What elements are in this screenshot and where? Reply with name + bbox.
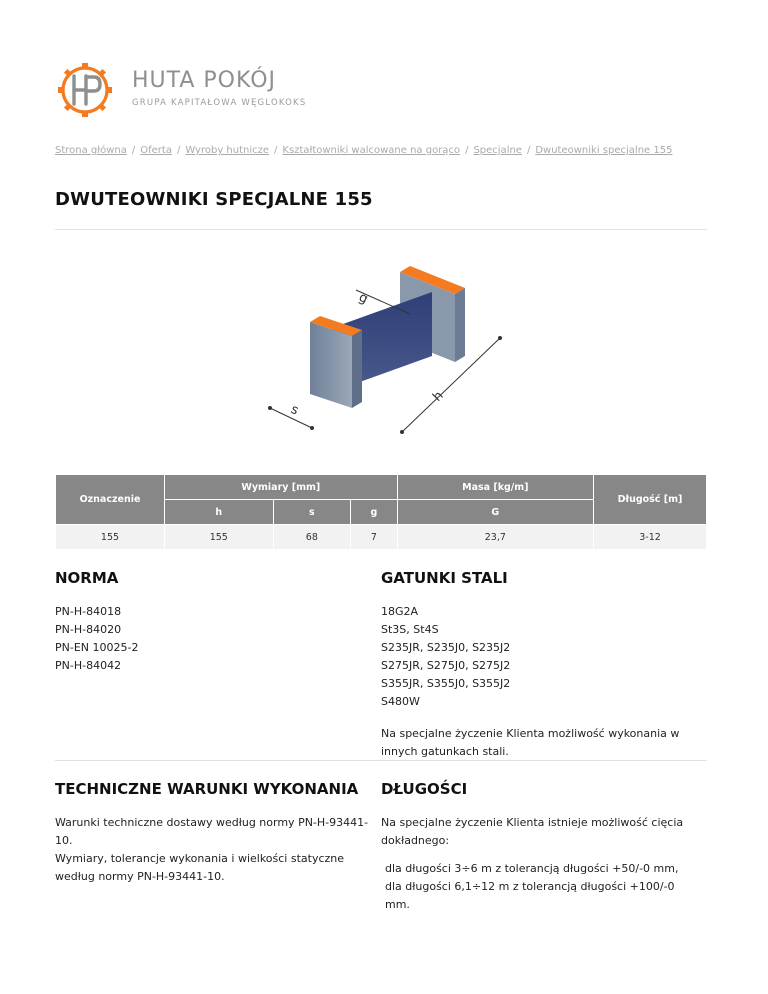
cell-h: 155 — [165, 525, 274, 550]
breadcrumb-oferta[interactable]: Oferta — [140, 145, 172, 156]
list-item: 18G2A — [381, 605, 419, 618]
subheader-s: s — [273, 500, 351, 525]
gatunki-note: Na specjalne życzenie Klienta możliwość wykonania w innych gatunkach stali. — [381, 727, 680, 758]
list-item: PN-H-84018 — [55, 605, 122, 618]
breadcrumb-wyroby-hutnicze[interactable]: Wyroby hutnicze — [185, 145, 270, 156]
dlugosci-list — [381, 860, 701, 914]
table-row — [56, 525, 707, 550]
breadcrumb-separator: / — [131, 145, 136, 156]
list-item: St3S, St4S — [381, 623, 439, 636]
gatunki-list — [381, 603, 701, 711]
norma-section — [55, 569, 375, 675]
list-item: PN-EN 10025-2 — [55, 641, 139, 654]
dlugosci-intro: Na specjalne życzenie Klienta istnieje możliwość cięcia dokładnego: — [381, 816, 684, 847]
dlugosci-heading: DŁUGOŚCI — [381, 780, 468, 798]
header-dimensions: Wymiary [mm] — [165, 475, 398, 500]
list-item: S480W — [381, 695, 420, 708]
dimension-h-label: h — [430, 388, 447, 405]
breadcrumb-home[interactable]: Strona główna — [55, 145, 127, 156]
list-item: S235JR, S235J0, S235J2 — [381, 641, 511, 654]
brand-subtitle: GRUPA KAPITAŁOWA WĘGLOKOKS — [132, 98, 307, 108]
dimensions-table — [55, 474, 707, 550]
breadcrumb-separator: / — [526, 145, 531, 156]
norma-heading: NORMA — [55, 569, 119, 587]
list-item: dla długości 3÷6 m z tolerancją długości +50/-0 mm, — [385, 862, 679, 875]
list-item: dla długości 6,1÷12 m z tolerancją długości +100/-0 mm. — [385, 880, 675, 911]
breadcrumb-separator: / — [465, 145, 469, 156]
list-item: PN-H-84042 — [55, 659, 122, 672]
warunki-text-2: Wymiary, tolerancje wykonania i wielkości statyczne według normy PN-H-93441-10. — [55, 852, 345, 883]
section-divider — [55, 760, 707, 761]
breadcrumb-current[interactable]: Dwuteowniki specjalne 155 — [535, 145, 673, 156]
list-item: S275JR, S275J0, S275J2 — [381, 659, 511, 672]
gear-logo-icon — [55, 62, 127, 118]
gatunki-section — [381, 569, 701, 761]
header-mass: Masa [kg/m] — [397, 475, 593, 500]
subheader-G: G — [397, 500, 593, 525]
cell-g: 7 — [351, 525, 398, 550]
gatunki-heading: GATUNKI STALI — [381, 569, 508, 587]
breadcrumb-separator: / — [274, 145, 278, 156]
title-divider — [55, 229, 707, 230]
header-designation: Oznaczenie — [56, 475, 165, 525]
dlugosci-section — [381, 780, 701, 914]
warunki-text-1: Warunki techniczne dostawy według normy PN-H-93441-10. — [55, 816, 369, 847]
i-beam-icon — [260, 262, 520, 442]
breadcrumb-ksztaltowniki[interactable]: Kształtowniki walcowane na gorąco — [282, 145, 461, 156]
dimension-g-label: g — [356, 290, 371, 308]
cell-s: 68 — [273, 525, 351, 550]
subheader-g: g — [351, 500, 398, 525]
cell-length: 3-12 — [594, 525, 707, 550]
breadcrumb-separator: / — [176, 145, 181, 156]
dimension-s-label: s — [288, 402, 301, 419]
company-logo[interactable] — [55, 62, 307, 118]
norma-list — [55, 603, 375, 675]
i-beam-drawing — [260, 262, 520, 442]
breadcrumb-specjalne[interactable]: Specjalne — [473, 145, 522, 156]
warunki-heading: TECHNICZNE WARUNKI WYKONANIA — [55, 780, 359, 798]
list-item: S355JR, S355J0, S355J2 — [381, 677, 511, 690]
list-item: PN-H-84020 — [55, 623, 122, 636]
page-title: DWUTEOWNIKI SPECJALNE 155 — [55, 189, 373, 210]
breadcrumb — [55, 145, 672, 156]
cell-designation: 155 — [56, 525, 165, 550]
brand-name: HUTA POKÓJ — [132, 68, 277, 93]
warunki-section — [55, 780, 375, 886]
header-length: Długość [m] — [594, 475, 707, 525]
cell-G: 23,7 — [397, 525, 593, 550]
subheader-h: h — [165, 500, 274, 525]
